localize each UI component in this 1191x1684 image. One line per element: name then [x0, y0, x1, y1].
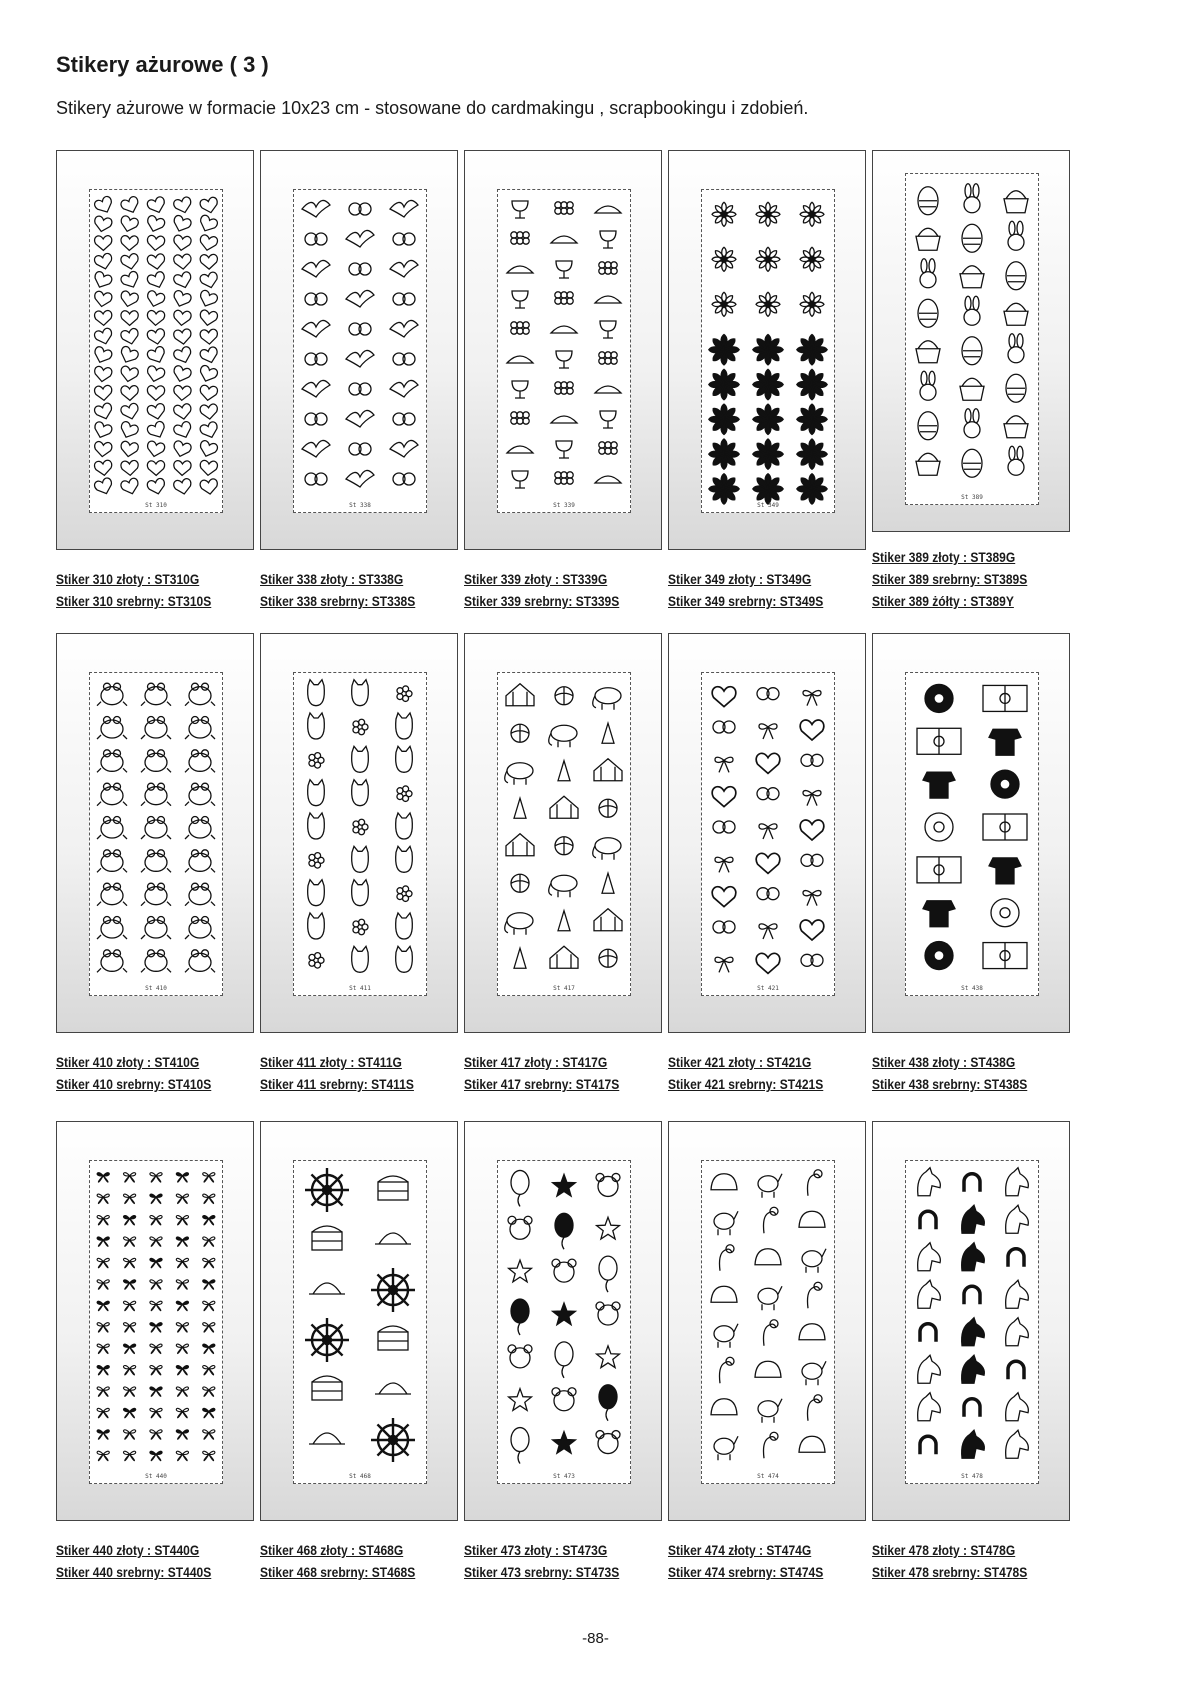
circus-icon: St 417	[497, 672, 631, 996]
product-labels	[260, 1051, 475, 1095]
page-subtitle: Stikery ażurowe w formacie 10x23 cm - stosowane do cardmakingu , scrapbookingu i zdobień.	[56, 98, 809, 118]
product-labels	[872, 1051, 1087, 1095]
frogs-icon: St 410	[89, 672, 223, 996]
product-label-silver[interactable]: Stiker 474 srebrny: ST474S	[668, 1564, 824, 1580]
hearts-icon: St 310	[89, 189, 223, 513]
product-label-gold[interactable]: Stiker 389 złoty : ST389G	[872, 549, 1016, 565]
product-row-2	[56, 633, 1136, 1103]
product-label-silver[interactable]: Stiker 411 srebrny: ST411S	[260, 1076, 414, 1092]
product-image-frame	[260, 150, 458, 550]
product-label-gold[interactable]: Stiker 474 złoty : ST474G	[668, 1542, 812, 1558]
product-label-silver[interactable]: Stiker 473 srebrny: ST473S	[464, 1564, 620, 1580]
product-labels	[668, 1539, 883, 1583]
product-image-frame	[872, 1121, 1070, 1521]
product-image-frame	[464, 633, 662, 1033]
doves-rings-icon: St 338	[293, 189, 427, 513]
product-label-silver[interactable]: Stiker 421 srebrny: ST421S	[668, 1076, 824, 1092]
product-image-frame	[56, 1121, 254, 1521]
product-image-frame	[464, 150, 662, 550]
product-label-gold[interactable]: Stiker 440 złoty : ST440G	[56, 1542, 200, 1558]
product-label-silver[interactable]: Stiker 410 srebrny: ST410S	[56, 1076, 212, 1092]
butterflies-icon: St 440	[89, 1160, 223, 1484]
animals-icon: St 474	[701, 1160, 835, 1484]
product-label-gold[interactable]: Stiker 421 złoty : ST421G	[668, 1054, 812, 1070]
cats-icon: St 411	[293, 672, 427, 996]
product-image-frame	[668, 1121, 866, 1521]
product-labels	[668, 1051, 883, 1095]
horses-icon: St 478	[905, 1160, 1039, 1484]
product-labels	[56, 1051, 271, 1095]
product-label-gold[interactable]: Stiker 478 złoty : ST478G	[872, 1542, 1016, 1558]
flowers-icon: St 349	[701, 189, 835, 513]
communion-icon: St 339	[497, 189, 631, 513]
product-labels	[260, 568, 475, 612]
product-labels	[464, 1051, 679, 1095]
product-label-silver[interactable]: Stiker 389 srebrny: ST389S	[872, 571, 1028, 587]
product-image-frame	[872, 633, 1070, 1033]
product-image-frame	[260, 633, 458, 1033]
product-label-silver[interactable]: Stiker 468 srebrny: ST468S	[260, 1564, 416, 1580]
product-image-frame	[872, 150, 1070, 532]
product-image-frame	[56, 633, 254, 1033]
product-label-gold[interactable]: Stiker 410 złoty : ST410G	[56, 1054, 200, 1070]
product-label-gold[interactable]: Stiker 411 złoty : ST411G	[260, 1054, 402, 1070]
product-label-gold[interactable]: Stiker 417 złoty : ST417G	[464, 1054, 608, 1070]
product-labels	[872, 546, 1087, 612]
product-image-frame	[668, 150, 866, 550]
product-label-silver[interactable]: Stiker 310 srebrny: ST310S	[56, 593, 212, 609]
product-label-gold[interactable]: Stiker 349 złoty : ST349G	[668, 571, 812, 587]
easter-icon: St 389	[905, 173, 1039, 505]
product-labels	[464, 568, 679, 612]
page-number: -88-	[582, 1630, 609, 1647]
product-label-yellow[interactable]: Stiker 389 żółty : ST389Y	[872, 593, 1014, 609]
football-icon: St 438	[905, 672, 1039, 996]
product-label-gold[interactable]: Stiker 310 złoty : ST310G	[56, 571, 200, 587]
pirates-icon: St 468	[293, 1160, 427, 1484]
product-labels	[464, 1539, 679, 1583]
product-image-frame	[56, 150, 254, 550]
product-labels	[260, 1539, 475, 1583]
product-label-silver[interactable]: Stiker 338 srebrny: ST338S	[260, 593, 416, 609]
page-title: Stikery ażurowe ( 3 )	[56, 52, 269, 77]
product-label-gold[interactable]: Stiker 438 złoty : ST438G	[872, 1054, 1016, 1070]
product-label-silver[interactable]: Stiker 440 srebrny: ST440S	[56, 1564, 212, 1580]
product-labels	[56, 1539, 271, 1583]
product-label-gold[interactable]: Stiker 473 złoty : ST473G	[464, 1542, 608, 1558]
product-labels	[872, 1539, 1087, 1583]
product-row-1	[56, 150, 1136, 620]
product-label-silver[interactable]: Stiker 417 srebrny: ST417S	[464, 1076, 620, 1092]
product-image-frame	[260, 1121, 458, 1521]
product-label-silver[interactable]: Stiker 478 srebrny: ST478S	[872, 1564, 1028, 1580]
product-label-gold[interactable]: Stiker 338 złoty : ST338G	[260, 571, 404, 587]
product-label-gold[interactable]: Stiker 339 złoty : ST339G	[464, 571, 608, 587]
wedding-icon: St 421	[701, 672, 835, 996]
product-label-silver[interactable]: Stiker 438 srebrny: ST438S	[872, 1076, 1028, 1092]
product-image-frame	[668, 633, 866, 1033]
product-row-3	[56, 1121, 1136, 1591]
product-labels	[668, 568, 883, 612]
product-image-frame	[464, 1121, 662, 1521]
product-label-silver[interactable]: Stiker 349 srebrny: ST349S	[668, 593, 824, 609]
balloons-icon: St 473	[497, 1160, 631, 1484]
product-labels	[56, 568, 271, 612]
product-label-gold[interactable]: Stiker 468 złoty : ST468G	[260, 1542, 404, 1558]
product-label-silver[interactable]: Stiker 339 srebrny: ST339S	[464, 593, 620, 609]
